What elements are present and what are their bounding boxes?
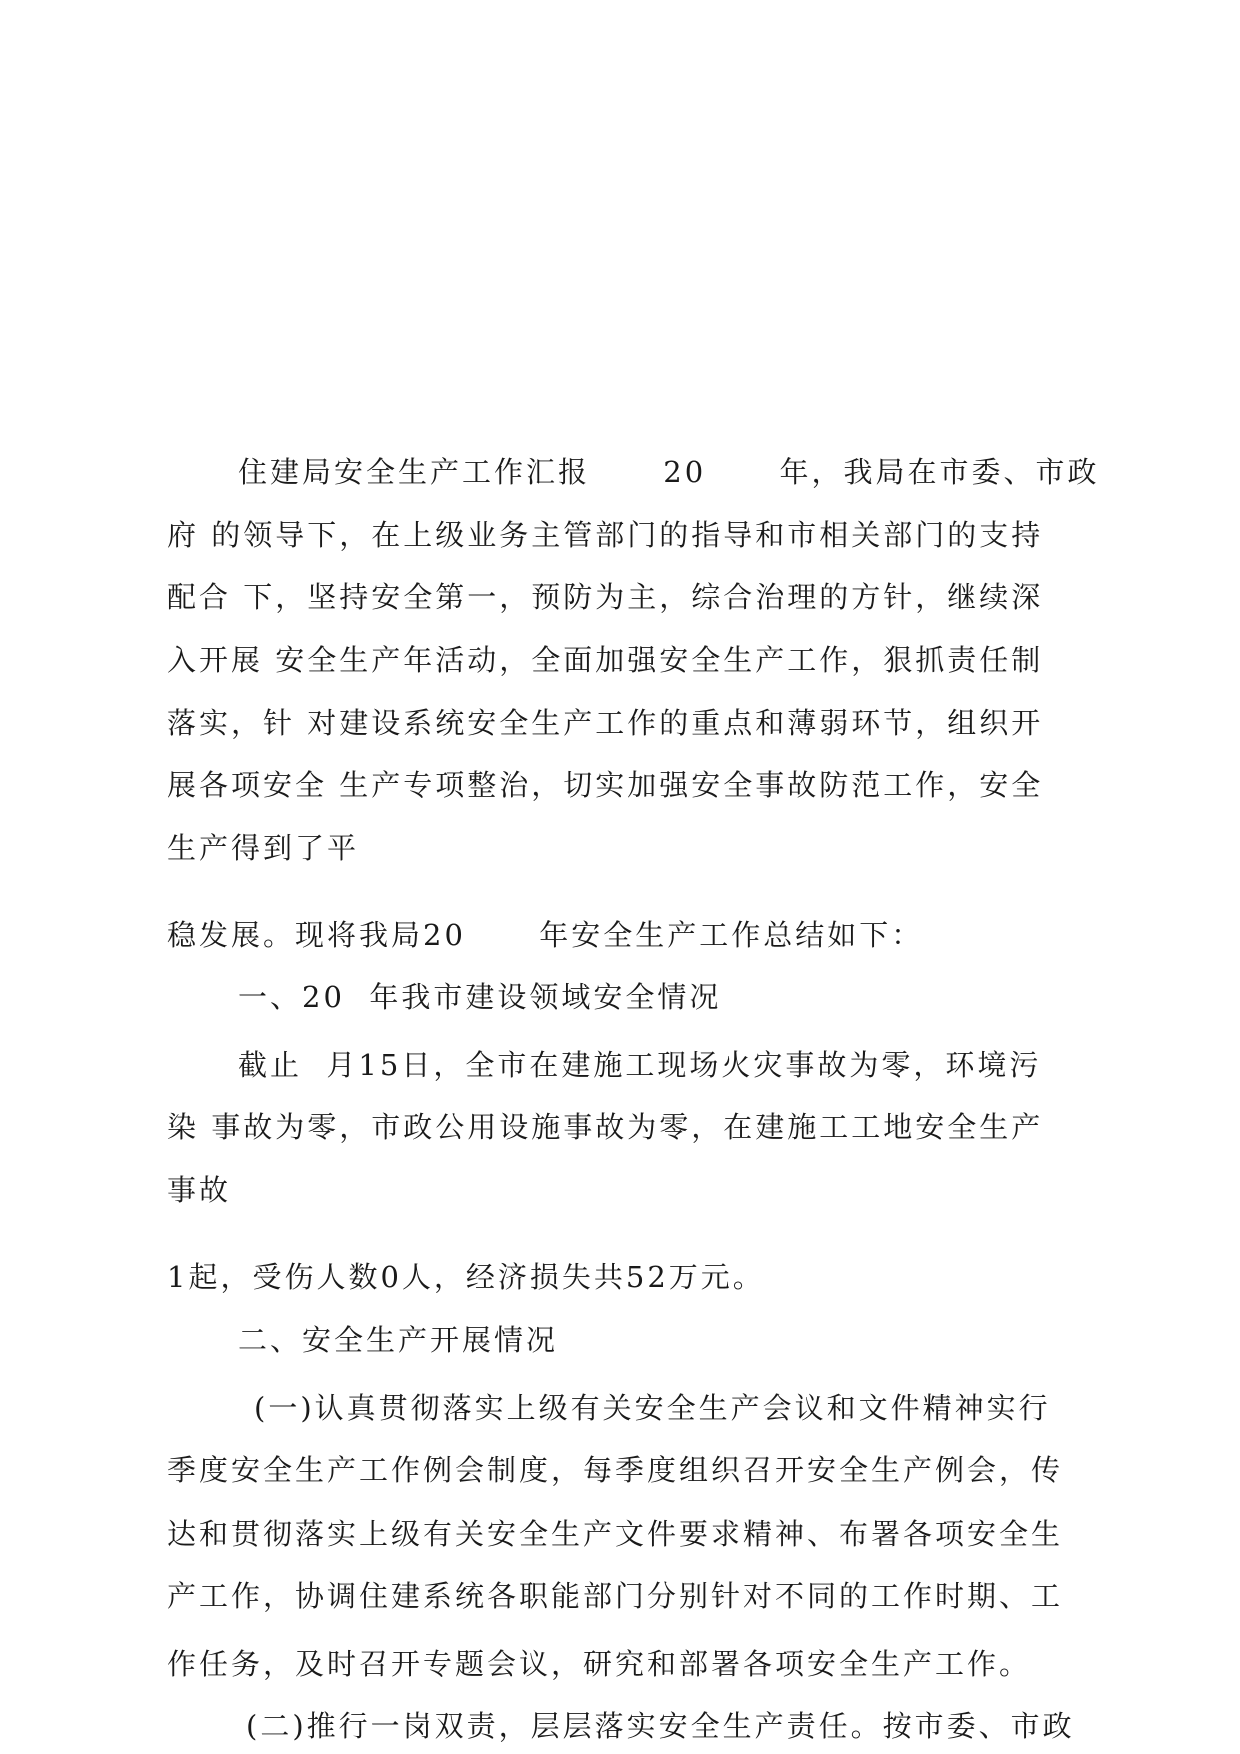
subsection-line: (二)推行一岗双责，层层落实安全生产责任。按市委、市政: [246, 1709, 1075, 1743]
paragraph-line: 住建局安全生产工作汇报 20 年，我局在市委、市政: [238, 455, 1100, 489]
paragraph-line: 1起，受伤人数0人，经济损失共52万元。: [167, 1260, 765, 1294]
paragraph-line: 落实，针 对建设系统安全生产工作的重点和薄弱环节，组织开: [167, 706, 1044, 740]
section-heading: 二、安全生产开展情况: [238, 1323, 559, 1357]
paragraph-line: 府 的领导下，在上级业务主管部门的指导和市相关部门的支持: [167, 518, 1044, 552]
paragraph-line: 入开展 安全生产年活动，全面加强安全生产工作，狠抓责任制: [167, 643, 1044, 677]
subsection-line: (一)认真贯彻落实上级有关安全生产会议和文件精神实行: [254, 1391, 1051, 1425]
paragraph-line: 达和贯彻落实上级有关安全生产文件要求精神、布署各项安全生: [167, 1517, 1064, 1551]
paragraph-line: 染 事故为零，市政公用设施事故为零，在建施工工地安全生产: [167, 1110, 1044, 1144]
paragraph-line: 稳发展。现将我局20 年安全生产工作总结如下：: [167, 918, 924, 952]
paragraph-line: 截止 月15日，全市在建施工现场火灾事故为零，环境污: [238, 1048, 1042, 1082]
paragraph-line: 配合 下，坚持安全第一，预防为主，综合治理的方针，继续深: [167, 580, 1044, 614]
paragraph-line: 季度安全生产工作例会制度，每季度组织召开安全生产例会，传: [167, 1453, 1064, 1487]
paragraph-line: 展各项安全 生产专项整治，切实加强安全事故防范工作，安全: [167, 768, 1044, 802]
paragraph-line: 产工作，协调住建系统各职能部门分别针对不同的工作时期、工: [167, 1579, 1064, 1613]
section-heading: 一、20 年我市建设领域安全情况: [238, 980, 722, 1014]
paragraph-line: 生产得到了平: [167, 831, 360, 865]
paragraph-line: 作任务，及时召开专题会议，研究和部署各项安全生产工作。: [167, 1647, 1032, 1681]
paragraph-line: 事故: [167, 1173, 232, 1207]
